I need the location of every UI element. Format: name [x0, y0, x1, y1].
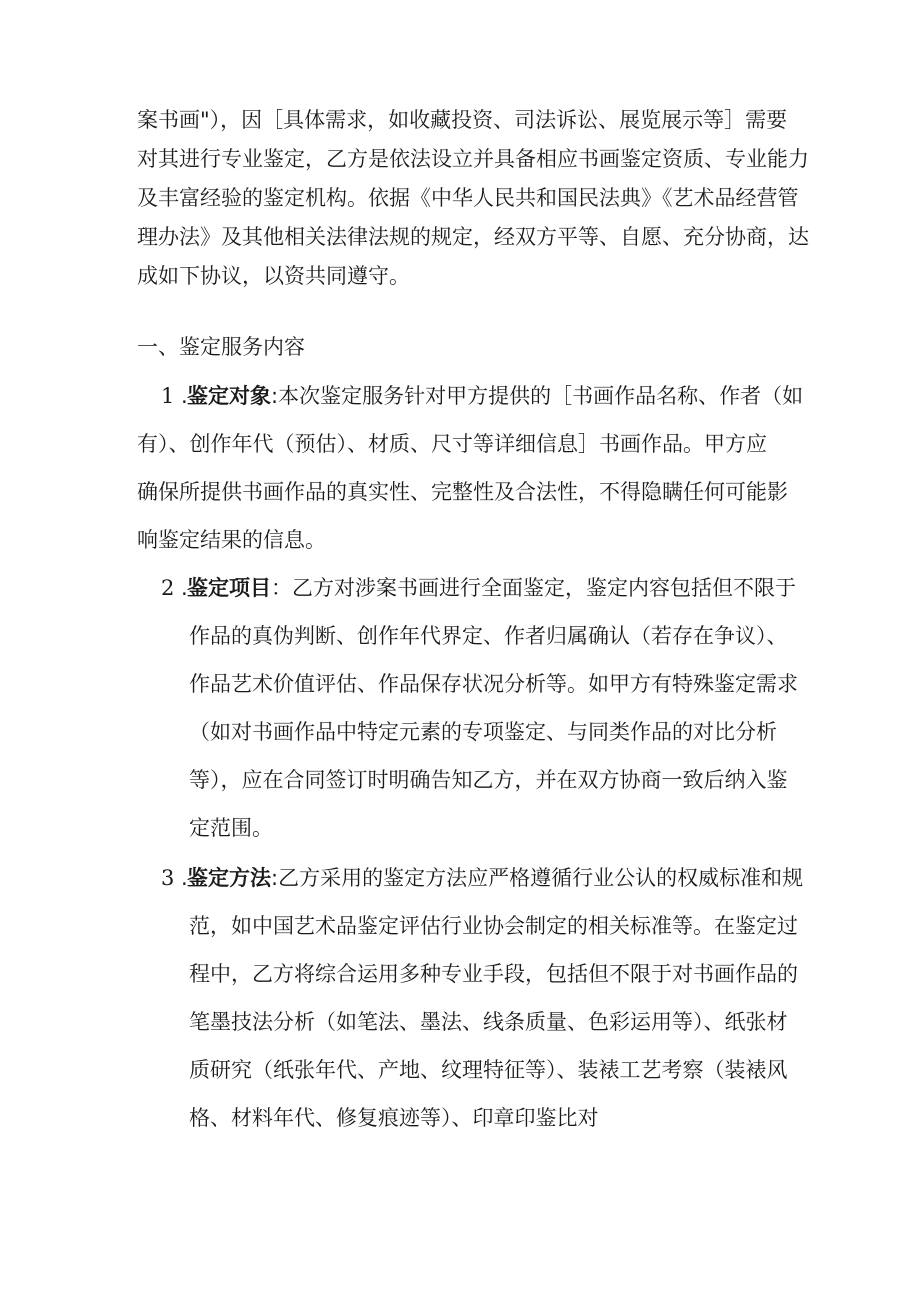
item-2-number: 2	[161, 576, 175, 600]
item-1-line-3: 确保所提供书画作品的真实性、完整性及合法性，不得隐瞒任何可能影	[137, 480, 788, 504]
item-3-line-6: 格、材料年代、修复痕迹等）、印章印鉴比对	[189, 1106, 599, 1130]
item-2-line-5: 等），应在合同签订时明确告知乙方，并在双方协商一致后纳入鉴	[189, 768, 788, 792]
item-3-line-2: 范，如中国艺术品鉴定评估行业协会制定的相关标准等。在鉴定过	[189, 914, 798, 938]
item-2-line-4: （如对书画作品中特定元素的专项鉴定、与同类作品的对比分析	[189, 720, 777, 744]
item-3-dot: .	[181, 866, 188, 890]
item-1-first-line-text: :本次鉴定服务针对甲方提供的［书画作品名称、作者（如	[271, 384, 804, 408]
item-2-dot: .	[181, 576, 188, 600]
item-3-line-5: 质研究（纸张年代、产地、纹理特征等）、装裱工艺考察（装裱风	[189, 1058, 788, 1082]
intro-line-1: 案书画"），因［具体需求，如收藏投资、司法诉讼、展览展示等］需要	[137, 108, 788, 132]
item-2-first-line	[161, 574, 796, 602]
item-2-line-3: 作品艺术价值评估、作品保存状况分析等。如甲方有特殊鉴定需求	[189, 672, 798, 696]
item-3-first-line-text: :乙方采用的鉴定方法应严格遵循行业公认的权威标准和规	[271, 866, 804, 890]
item-1-line-2: 有）、创作年代（预估）、材质、尺寸等详细信息］书画作品。甲方应	[137, 432, 767, 456]
item-3-number: 3	[161, 866, 175, 890]
intro-line-5: 成如下协议，以资共同遵守。	[137, 264, 410, 288]
item-3-line-3: 程中，乙方将综合运用多种专业手段，包括但不限于对书画作品的	[189, 962, 798, 986]
item-3-title: 鉴定方法	[187, 866, 271, 890]
item-2-first-line-text: ：乙方对涉案书画进行全面鉴定，鉴定内容包括但不限于	[271, 576, 796, 600]
item-2-title: 鉴定项目	[187, 576, 271, 600]
intro-line-3: 及丰富经验的鉴定机构。依据《中华人民共和国民法典》《艺术品经营管	[137, 186, 799, 210]
item-2-line-2: 作品的真伪判断、创作年代界定、作者归属确认（若存在争议）、	[189, 624, 788, 648]
item-1-number: 1	[161, 384, 175, 408]
section-heading: 一、鉴定服务内容	[137, 335, 305, 359]
item-3-first-line	[161, 864, 803, 892]
item-1-first-line	[161, 382, 803, 410]
item-1-dot: .	[181, 384, 188, 408]
intro-line-4: 理办法》及其他相关法律法规的规定，经双方平等、自愿、充分协商，达	[137, 225, 809, 249]
item-3-line-4: 笔墨技法分析（如笔法、墨法、线条质量、色彩运用等）、纸张材	[189, 1010, 788, 1034]
item-1-title: 鉴定对象	[187, 384, 271, 408]
intro-line-2: 对其进行专业鉴定，乙方是依法设立并具备相应书画鉴定资质、专业能力	[137, 147, 809, 171]
item-2-line-6: 定范围。	[189, 816, 273, 840]
item-1-line-4: 响鉴定结果的信息。	[137, 528, 326, 552]
